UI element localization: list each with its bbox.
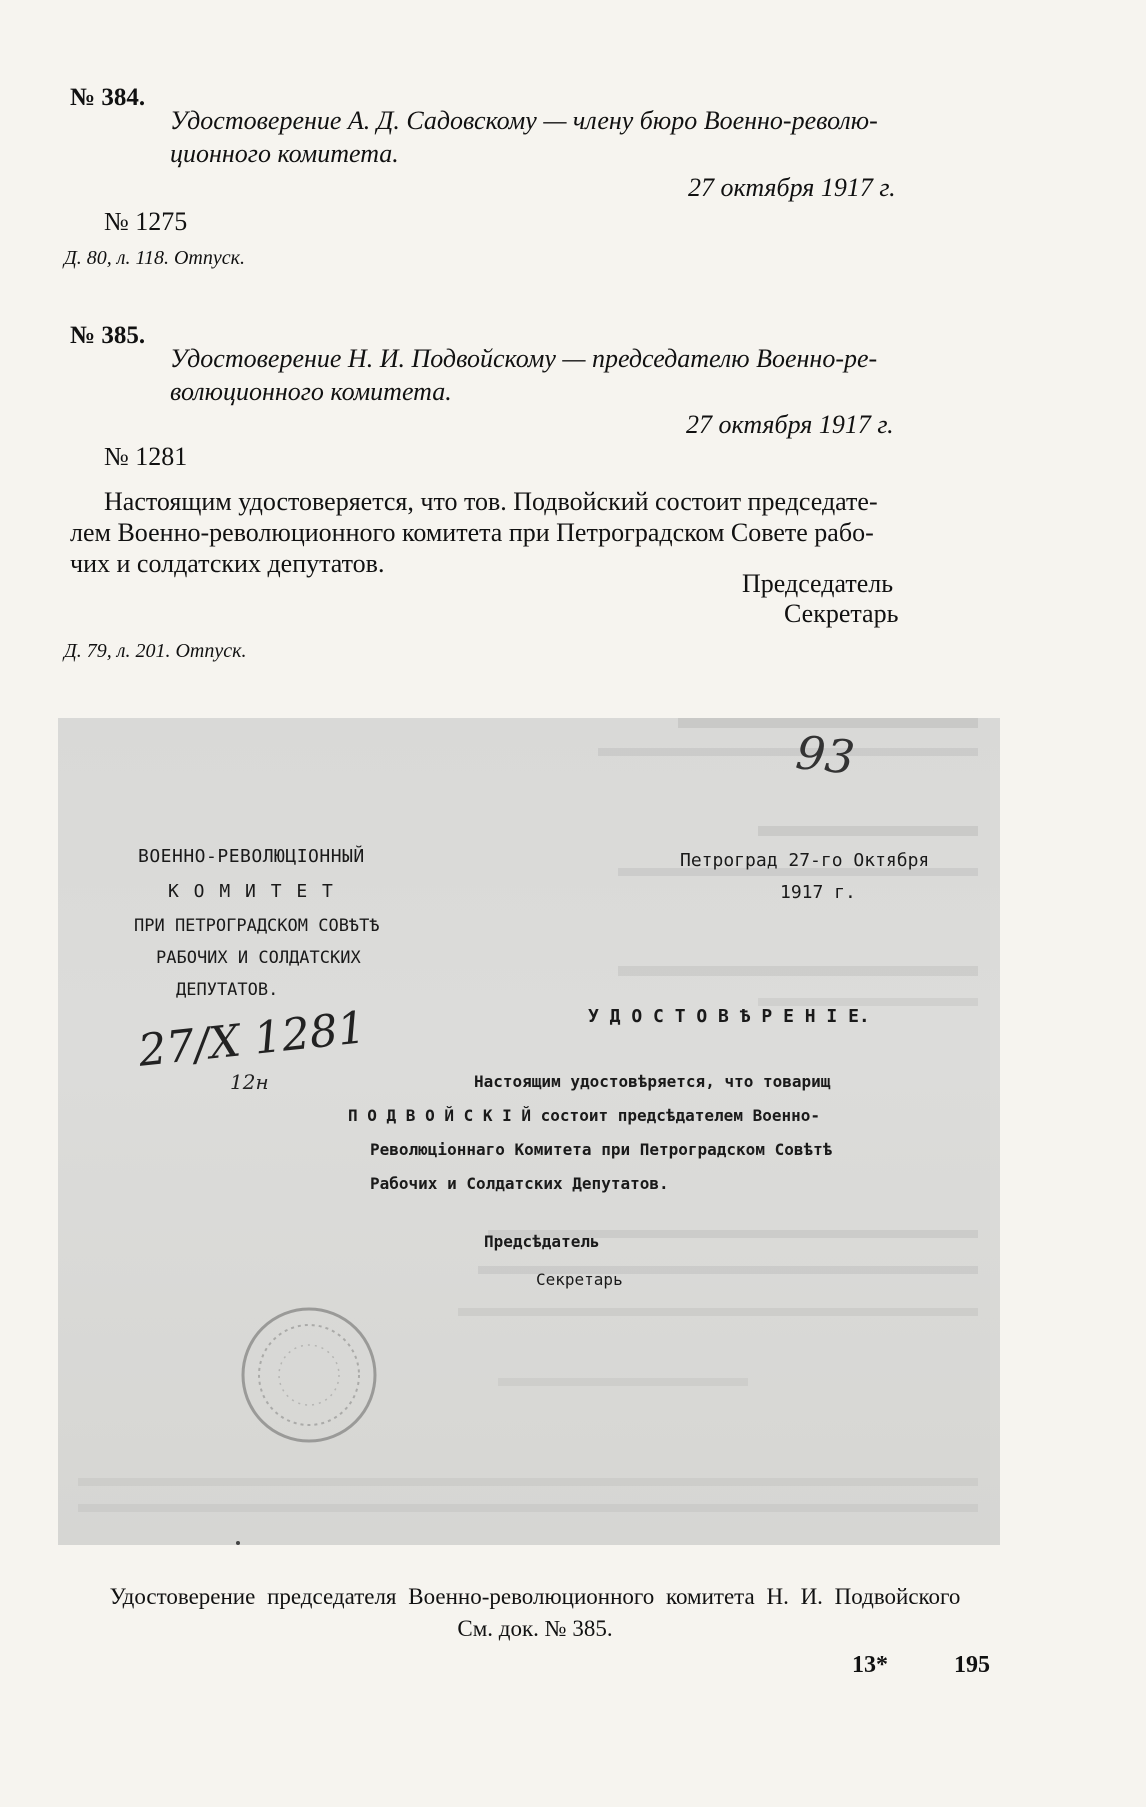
doc-384-date: 27 октября 1917 г. — [688, 173, 896, 202]
facsimile-text-line4: Рабочих и Солдатских Депутатов. — [370, 1174, 669, 1193]
caption-reference: См. док. № 385. — [457, 1616, 613, 1641]
doc-385-reg-no: № 1281 — [104, 442, 188, 471]
facsimile-photo — [58, 718, 1000, 1545]
facsimile-signer-chairman: Предсѣдатель — [484, 1232, 600, 1251]
committee-header-line1: ВОЕННО-РЕВОЛЮЦIОННЫЙ — [138, 846, 365, 867]
doc-384-source: Д. 80, л. 118. Отпуск. — [64, 247, 245, 269]
facsimile-text-line3: Революцiоннаго Комитета при Петроградском Совѣтѣ — [370, 1140, 833, 1159]
doc-384-reg-no: № 1275 — [104, 207, 188, 236]
doc-385-signer-secretary: Секретарь — [784, 599, 899, 628]
doc-385-date: 27 октября 1917 г. — [686, 410, 894, 439]
doc-384-title-line1: Удостоверение А. Д. Садовскому — члену бюро Военно-револю- — [170, 106, 878, 135]
doc-385-body-line3: чих и солдатских депутатов. — [70, 549, 385, 578]
doc-384-number: № 384. — [70, 84, 146, 111]
doc-385-source: Д. 79, л. 201. Отпуск. — [64, 640, 247, 662]
signature-mark: 13* — [852, 1652, 888, 1678]
doc-385-body-line2: лем Военно-революционного комитета при Петроградском Совете рабо- — [70, 518, 874, 547]
doc-385-title-line1: Удостоверение Н. И. Подвойскому — председателю Военно-ре- — [170, 344, 878, 373]
facsimile-signer-secretary: Секретарь — [536, 1270, 623, 1289]
place-date-line2: 1917 г. — [780, 882, 856, 903]
handwritten-note: 12н — [230, 1070, 269, 1094]
doc-385-signer-chairman: Председатель — [742, 569, 894, 598]
place-date-line1: Петроград 27-го Октября — [680, 850, 930, 871]
doc-385-title-line2: волюционного комитета. — [170, 377, 452, 406]
doc-384-title-line2: ционного комитета. — [170, 139, 399, 168]
committee-header-line4: РАБОЧИХ И СОЛДАТСКИХ — [156, 948, 361, 968]
facsimile-text-line1: Настоящим удостовѣряется, что товарищ — [474, 1072, 831, 1091]
committee-header-line5: ДЕПУТАТОВ. — [176, 980, 279, 1000]
handwritten-corner-number: 93 — [793, 725, 858, 785]
handwritten-date: 27/X 1281 — [135, 1002, 369, 1077]
facsimile-caption: Удостоверение председателя Военно-революционного комитета Н. И. Подвойского — [109, 1584, 961, 1609]
facsimile-text-line2: П О Д В О Й С К I Й состоит предсѣдателем Военно- — [348, 1106, 821, 1125]
doc-385-body-line1: Настоящим удостоверяется, что тов. Подвойский состоит председате- — [104, 487, 878, 516]
speck-mark — [236, 1541, 240, 1545]
committee-header-line3: ПРИ ПЕТРОГРАДСКОМ СОВѢТѢ — [134, 916, 380, 936]
page-number: 195 — [954, 1652, 990, 1678]
round-stamp-icon — [234, 1300, 384, 1450]
committee-header-line2: К О М И Т Е Т — [168, 881, 335, 902]
doc-385-number: № 385. — [70, 322, 146, 349]
facsimile-doc-title: У Д О С Т О В Ѣ Р Е Н I Е. — [588, 1006, 870, 1027]
